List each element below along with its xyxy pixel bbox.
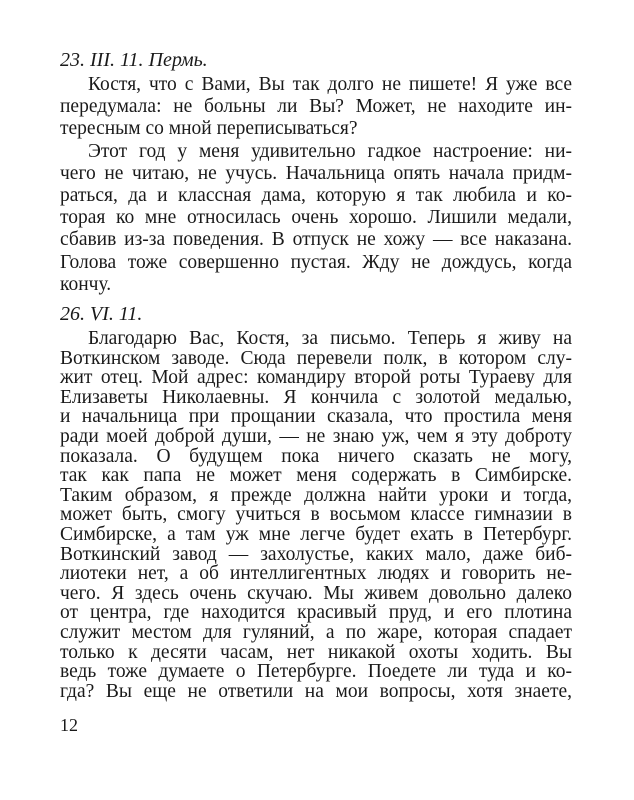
- text-line: Благодарю Вас, Костя, за письмо. Теперь я живу на: [88, 328, 572, 349]
- text-line: жит отец. Мой адрес: командиру второй роты Тураеву для: [60, 367, 572, 389]
- text-line: Воткинском заводе. Сюда перевели полк, в котором слу-: [60, 347, 572, 369]
- text-line: гда? Вы еще не ответили на мои вопросы, хотя знаете,: [60, 680, 572, 702]
- text-line: ведь тоже думаете о Петербурге. Поедете ли туда и ко-: [60, 661, 572, 683]
- text-line: тересным со мной переписываться?: [60, 118, 358, 140]
- text-line: показала. О будущем пока ничего сказать не могу,: [60, 445, 572, 467]
- text-line: чего не читаю, не учусь. Начальница опять начала придм-: [60, 162, 572, 184]
- text-line: раться, да и классная дама, которую я так любила и ко-: [60, 185, 572, 206]
- text-line: Таким образом, я прежде должна найти уроки и тогда,: [60, 484, 572, 506]
- text-line: лиотеки нет, а об интеллигентных людях и говорить не-: [60, 563, 572, 585]
- text-line: Этот год у меня удивительно гадкое настроение: ни-: [88, 140, 572, 162]
- text-line: и начальница при прощании сказала, что простила меня: [60, 406, 572, 428]
- page-number: 12: [60, 715, 78, 735]
- text-line: Костя, что с Вами, Вы так долго не пишете! Я уже все: [88, 74, 572, 95]
- text-line: от центра, где находится красивый пруд, и его плотина: [60, 602, 572, 624]
- entry-date-2: 26. VI. 11.: [60, 303, 143, 325]
- text-line: торая ко мне относилась очень хорошо. Лишили медали,: [60, 207, 572, 229]
- text-line: Воткинский завод — захолустье, каких мало, даже биб-: [60, 543, 572, 565]
- text-line: Симбирске, а там уж мне легче будет ехать в Петербург.: [60, 524, 572, 545]
- text-line: может быть, смогу учиться в восьмом классе гимназии в: [60, 504, 572, 526]
- text-line: Голова тоже совершенно пустая. Жду не дождусь, когда: [60, 251, 572, 273]
- entry-date-1: 23. III. 11. Пермь.: [60, 49, 208, 71]
- text-line: сбавив из-за поведения. В отпуск не хожу — все наказана.: [60, 229, 572, 251]
- text-line: так как папа не может меня содержать в Симбирске.: [60, 465, 572, 487]
- text-line: Елизаветы Николаевны. Я кончила с золотой медалью,: [60, 386, 572, 408]
- text-line: только к десяти часам, нет никакой охоты ходить. Вы: [60, 641, 572, 663]
- text-line: передумала: не больны ли Вы? Может, не находите ин-: [60, 96, 572, 118]
- text-line: кончу.: [60, 273, 112, 295]
- text-line: служит местом для гуляний, а по жаре, которая спадает: [60, 622, 572, 643]
- text-line: ради моей доброй души, — не знаю уж, чем я эту доброту: [60, 426, 572, 447]
- text-line: чего. Я здесь очень скучаю. Мы живем довольно далеко: [60, 582, 572, 604]
